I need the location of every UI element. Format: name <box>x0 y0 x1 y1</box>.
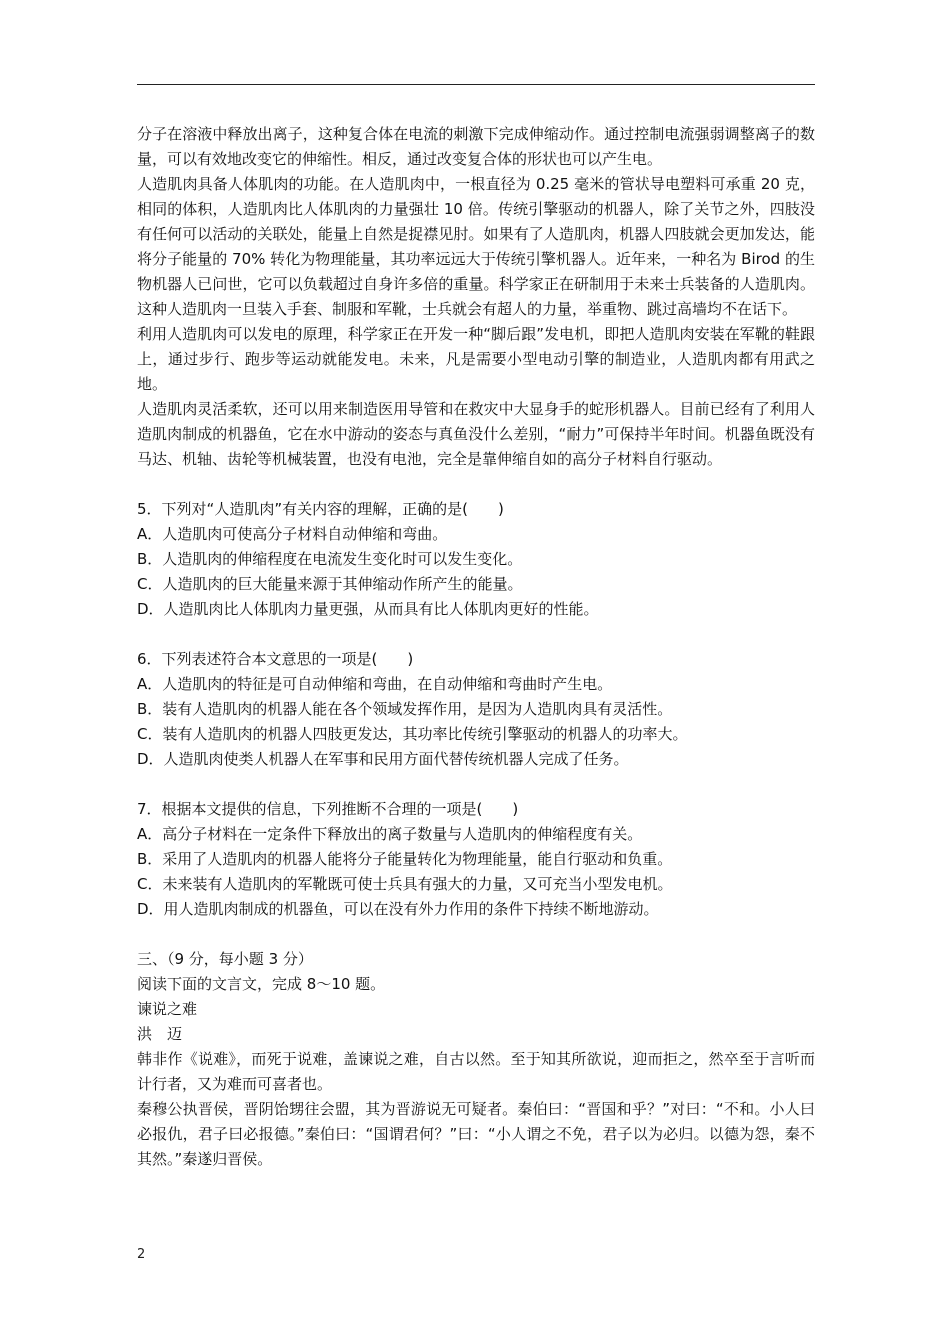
option-c: C．人造肌肉的巨大能量来源于其伸缩动作所产生的能量。 <box>137 575 523 593</box>
question-stem: 6．下列表述符合本文意思的一项是( ) <box>137 650 414 668</box>
question-stem: 7．根据本文提供的信息，下列推断不合理的一项是( ) <box>137 800 519 818</box>
classical-text-author: 洪 迈 <box>137 1025 183 1043</box>
option-a: A．人造肌肉的特征是可自动伸缩和弯曲，在自动伸缩和弯曲时产生电。 <box>137 675 613 693</box>
spacer <box>137 922 815 947</box>
option-b: B．人造肌肉的伸缩程度在电流发生变化时可以发生变化。 <box>137 550 523 568</box>
option-b: B．装有人造肌肉的机器人能在各个领域发挥作用，是因为人造肌肉具有灵活性。 <box>137 700 673 718</box>
classical-paragraph: 韩非作《说难》，而死于说难，盖谏说之难，自古以然。至于知其所欲说，迎而拒之，然卒至于言听而计行者，又为难而可喜者也。 <box>137 1050 815 1093</box>
header-rule <box>137 84 815 85</box>
passage-paragraph: 分子在溶液中释放出离子，这种复合体在电流的刺激下完成伸缩动作。通过控制电流强弱调整离子的数量，可以有效地改变它的伸缩性。相反，通过改变复合体的形状也可以产生电。 <box>137 125 815 168</box>
question-stem: 5．下列对“人造肌肉”有关内容的理解，正确的是( ) <box>137 500 504 518</box>
passage-paragraph: 人造肌肉灵活柔软，还可以用来制造医用导管和在救灾中大显身手的蛇形机器人。目前已经有了利用人造肌肉制成的机器鱼，它在水中游动的姿态与真鱼没什么差别，“耐力”可保持半年时间。机器鱼既没有马达、机轴、齿轮等机械装置，也没有电池，完全是靠伸缩自如的高分子材料自行驱动。 <box>137 400 815 468</box>
question-5 <box>137 497 815 622</box>
section-instruction: 阅读下面的文言文，完成 8～10 题。 <box>137 975 386 993</box>
classical-paragraph: 秦穆公执晋侯，晋阴饴甥往会盟，其为晋游说无可疑者。秦伯曰：“晋国和乎？”对曰：“不和。小人曰必报仇，君子曰必报德。”秦伯曰：“国谓君何？”曰：“小人谓之不免，君子以为必归。以德为怨，秦不其然。”秦遂归晋侯。 <box>137 1100 815 1168</box>
option-b: B．采用了人造肌肉的机器人能将分子能量转化为物理能量，能自行驱动和负重。 <box>137 850 673 868</box>
section-3 <box>137 947 815 1172</box>
spacer <box>137 472 815 497</box>
spacer <box>137 772 815 797</box>
option-d: D．人造肌肉使类人机器人在军事和民用方面代替传统机器人完成了任务。 <box>137 750 629 768</box>
option-d: D．人造肌肉比人体肌肉力量更强，从而具有比人体肌肉更好的性能。 <box>137 600 599 618</box>
passage-paragraph: 利用人造肌肉可以发电的原理，科学家正在开发一种“脚后跟”发电机，即把人造肌肉安装在军靴的鞋跟上，通过步行、跑步等运动就能发电。未来，凡是需要小型电动引擎的制造业，人造肌肉都有用武之地。 <box>137 325 815 393</box>
section-heading: 三、（9 分，每小题 3 分） <box>137 950 313 968</box>
option-a: A．人造肌肉可使高分子材料自动伸缩和弯曲。 <box>137 525 448 543</box>
page-content <box>137 122 815 1172</box>
option-d: D．用人造肌肉制成的机器鱼，可以在没有外力作用的条件下持续不断地游动。 <box>137 900 659 918</box>
page-number: 2 <box>137 1247 146 1262</box>
spacer <box>137 622 815 647</box>
question-7 <box>137 797 815 922</box>
classical-text-title: 谏说之难 <box>137 1000 198 1018</box>
question-6 <box>137 647 815 772</box>
option-c: C．装有人造肌肉的机器人四肢更发达，其功率比传统引擎驱动的机器人的功率大。 <box>137 725 688 743</box>
passage-paragraph: 人造肌肉具备人体肌肉的功能。在人造肌肉中，一根直径为 0.25 毫米的管状导电塑料可承重 20 克，相同的体积，人造肌肉比人体肌肉的力量强壮 10 倍。传统引擎驱动的机器人，除了关节之外，四肢没有任何可以活动的关联处，能量上自然是捉襟见肘。如果有了人造肌肉，机器人四肢就会更加发达，能将分子能量的 70% 转化为物理能量，其功率远远大于传统引擎机器人。近年来，一种名为 Birod 的生物机器人已问世，它可以负载超过自身许多倍的重量。科学家正在研制用于未来士兵装备的人造肌肉。这种人造肌肉一旦装入手套、制服和军靴，士兵就会有超人的力量，举重物、跳过高墙均不在话下。 <box>137 175 815 318</box>
option-c: C．未来装有人造肌肉的军靴既可使士兵具有强大的力量，又可充当小型发电机。 <box>137 875 673 893</box>
option-a: A．高分子材料在一定条件下释放出的离子数量与人造肌肉的伸缩程度有关。 <box>137 825 643 843</box>
